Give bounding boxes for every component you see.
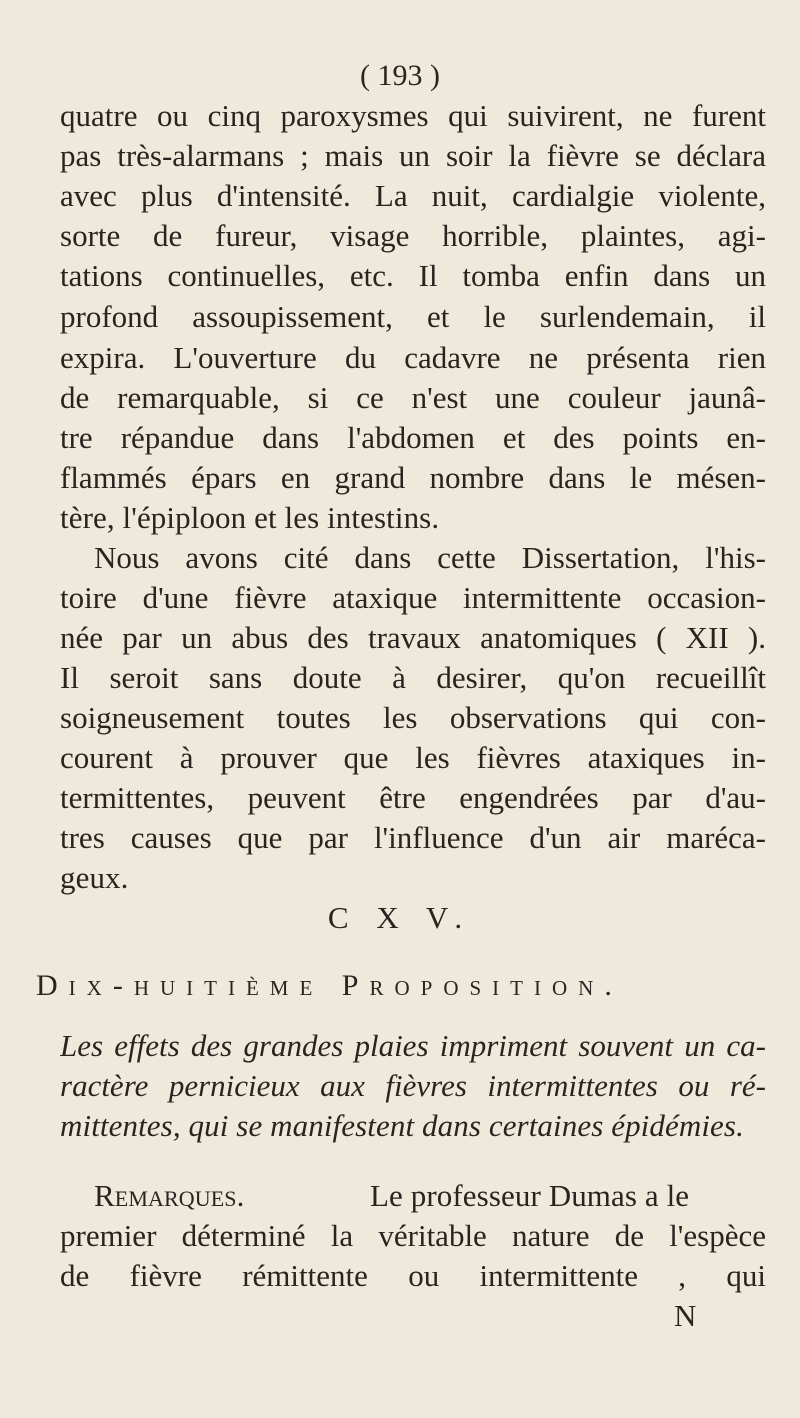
page-number: ( 193 ) [360,59,440,92]
text-line: Nous avons cité dans cette Dissertation, l'his- [94,540,766,575]
text-line: expira. L'ouverture du cadavre ne présenta rien [60,340,766,375]
text-line: flammés épars en grand nombre dans le mésen- [60,460,766,495]
text-line: avec plus d'intensité. La nuit, cardialgie violente, [60,178,766,213]
text-line: Le professeur Dumas a le [370,1178,690,1213]
text-line: geux. [60,860,129,895]
text-line: mittentes, qui se manifestent dans certaines épidémies. [60,1108,744,1143]
text-line: toire d'une fièvre ataxique intermittente occasion- [60,580,766,615]
text-line: soigneusement toutes les observations qui con- [60,700,766,735]
text-line: quatre ou cinq paroxysmes qui suivirent, ne furent [60,98,766,133]
text-line: Il seroit sans doute à desirer, qu'on recueillît [60,660,766,695]
text-line: termittentes, peuvent être engendrées par d'au- [60,780,766,815]
text-line: ractère pernicieux aux fièvres intermittentes ou ré- [60,1068,766,1103]
text-line: tres causes que par l'influence d'un air maréca- [60,820,766,855]
text-line: née par un abus des travaux anatomiques ( XII ). [60,620,766,655]
text-line: de fièvre rémittente ou intermittente , qui [60,1258,766,1293]
text-line: sorte de fureur, visage horrible, plaintes, agi- [60,218,766,253]
proposition-heading: Dix-huitième Proposition. [36,969,623,1002]
text-line: tations continuelles, etc. Il tomba enfin dans un [60,258,766,293]
remarks-label: Remarques. [94,1178,245,1213]
text-line: de remarquable, si ce n'est une couleur jaunâ- [60,380,766,415]
text-line: premier déterminé la véritable nature de l'espèce [60,1218,766,1253]
text-line: profond assoupissement, et le surlendemain, il [60,299,766,334]
text-line: pas très-alarmans ; mais un soir la fièvre se déclara [60,138,766,173]
text-line: Les effets des grandes plaies impriment souvent un ca- [60,1028,766,1063]
text-line: tre répandue dans l'abdomen et des points en- [60,420,766,455]
section-number: C X V. [327,900,473,935]
text-line: courent à prouver que les fièvres ataxiques in- [60,740,766,775]
text-line: tère, l'épiploon et les intestins. [60,500,440,535]
catchword: N [674,1298,697,1333]
